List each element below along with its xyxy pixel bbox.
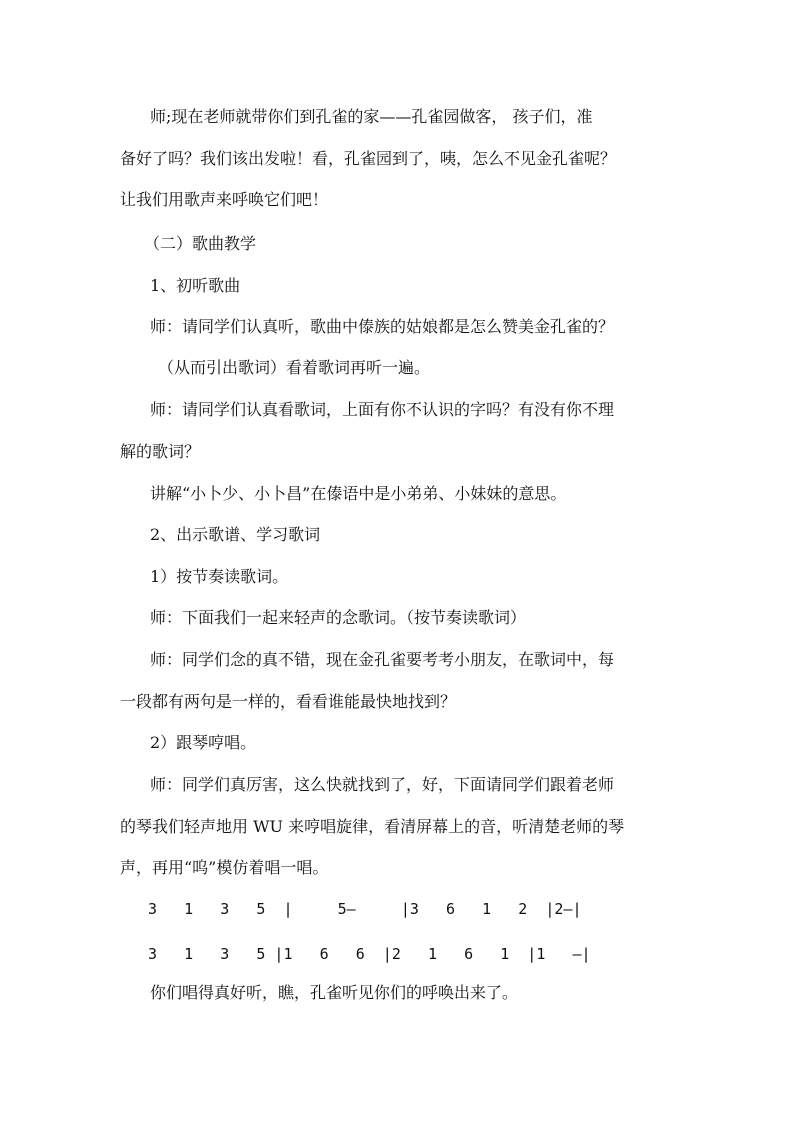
list-item-heading: 1、初听歌曲 [150,276,241,295]
paragraph-line: 一段都有两句是一样的，看看谁能最快地找到？ [120,691,457,711]
music-notation-line: 3 1 3 5 |1 6 6 |2 1 6 1 |1 —| [148,945,591,963]
paragraph-line: 的琴我们轻声地用 WU 来哼唱旋律，看清屏幕上的音，听清楚老师的琴 [120,816,625,836]
paragraph: 师：请同学们认真听，歌曲中傣族的姑娘都是怎么赞美金孔雀的？ [150,317,615,336]
paragraph-line: 师：同学们真厉害，这么快就找到了，好，下面请同学们跟着老师 [150,775,615,794]
list-item-heading: 2、出示歌谱、学习歌词 [150,525,321,544]
paragraph-line: 备好了吗？我们该出发啦！看，孔雀园到了，咦，怎么不见金孔雀呢？ [120,148,617,168]
paragraph-line: 让我们用歌声来呼唤它们吧！ [120,190,329,209]
section-heading: （二）歌曲教学 [144,234,257,253]
sub-item: 1）按节奏读歌词。 [150,567,289,586]
paragraph-line: 师：请同学们认真看歌词，上面有你不认识的字吗？有没有你不理 [150,400,615,419]
paragraph-question [120,400,680,483]
paragraph-line: 解的歌词？ [120,441,201,461]
paragraph-question [120,650,680,733]
sub-item: 2）跟琴哼唱。 [150,733,257,752]
music-notation-line: 3 1 3 5 | 5— |3 6 1 2 |2—| [148,900,582,918]
paragraph-instruction [120,775,680,900]
paragraph: （从而引出歌词）看着歌词再听一遍。 [158,358,431,377]
paragraph: 你们唱得真好听，瞧，孔雀听见你们的呼唤出来了。 [150,983,519,1002]
paragraph-intro [120,107,680,232]
paragraph-line: 师;现在老师就带你们到孔雀的家——孔雀园做客， 孩子们，准 [150,107,593,126]
paragraph-line: 声，再用“呜”模仿着唱一唱。 [120,858,329,877]
paragraph: 讲解“小卜少、小卜昌”在傣语中是小弟弟、小妹妹的意思。 [150,484,567,503]
paragraph: 师：下面我们一起来轻声的念歌词。（按节奏读歌词） [150,608,527,627]
paragraph-line: 师：同学们念的真不错，现在金孔雀要考考小朋友，在歌词中，每 [150,650,615,669]
